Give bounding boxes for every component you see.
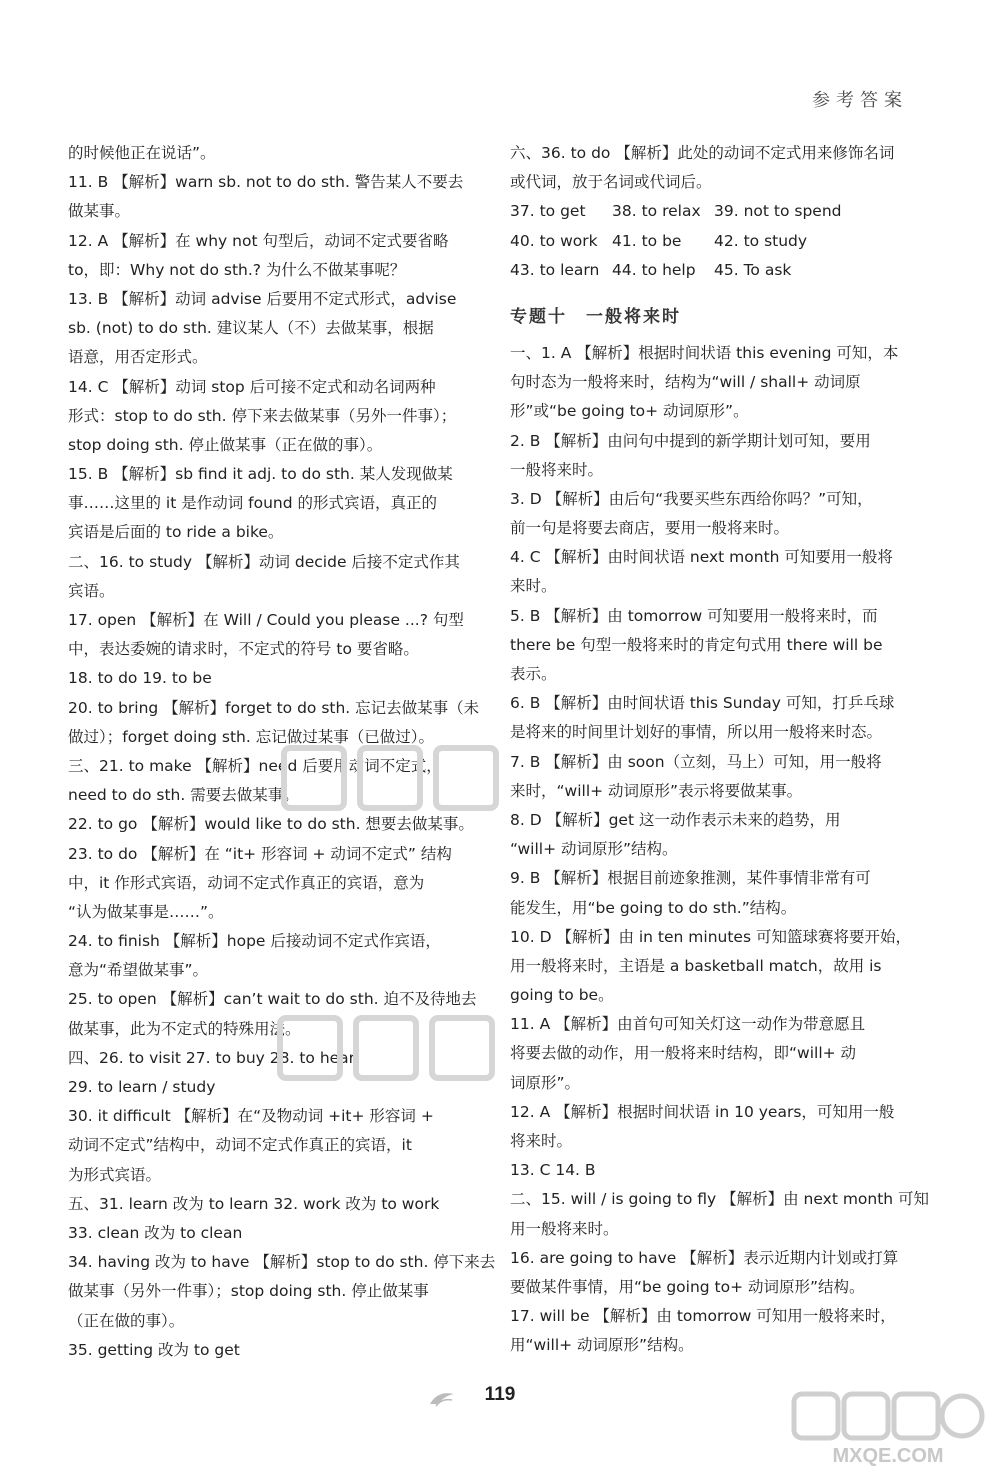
text-line: need to do sth. 需要去做某事。 (68, 786, 299, 805)
text-line: 24. to finish 【解析】hope 后接动词不定式作宾语， (68, 932, 441, 951)
text-line: 中，表达委婉的请求时，不定式的符号 to 要省略。 (68, 640, 419, 659)
text-line: 形”或“be going to+ 动词原形”。 (510, 402, 749, 421)
text-line: 22. to go 【解析】would like to do sth. 想要去做某事。 (68, 815, 474, 834)
text-line: 13. C 14. B (510, 1161, 596, 1180)
text-line: 中，it 作形式宾语，动词不定式作真正的宾语，意为 (68, 873, 425, 892)
text-line: 一、1. A 【解析】根据时间状语 this evening 可知，本 (510, 343, 899, 362)
text-line: 34. having 改为 to have 【解析】stop to do sth. 停下来去 (68, 1253, 496, 1272)
text-line: there be 句型一般将来时的肯定句式用 there will be (510, 635, 883, 654)
answer-grid-row (510, 197, 910, 226)
text-line: 做某事，此为不定式的特殊用法。 (68, 1019, 301, 1038)
text-line: 做某事。 (68, 202, 131, 221)
answer-grid-row (510, 227, 910, 256)
text-line: 来时。 (510, 577, 557, 596)
text-line: 二、15. will / is going to fly 【解析】由 next month 可知 (510, 1190, 930, 1209)
text-line: 16. are going to have 【解析】表示近期内计划或打算 (510, 1248, 899, 1267)
text-line: 3. D 【解析】由后句“我要买些东西给你吗？”可知， (510, 489, 873, 508)
text-line: 二、16. to study 【解析】动词 decide 后接不定式作其 (68, 552, 460, 571)
text-line: 35. getting 改为 to get (68, 1340, 240, 1359)
text-line: 为形式宾语。 (68, 1165, 162, 1184)
text-line: 29. to learn / study (68, 1078, 216, 1096)
text-line: 做某事（另外一件事）；stop doing sth. 停止做某事 (68, 1282, 429, 1301)
watermark-text: MXQE.COM (832, 1445, 944, 1467)
text-line: 词原形”。 (510, 1073, 581, 1092)
text-line: “认为做某事是……”。 (68, 902, 224, 921)
text-line: 形式：stop to do sth. 停下来去做某事（另外一件事）； (68, 406, 457, 425)
text-line: 用一般将来时，主语是 a basketball match，故用 is (510, 956, 882, 975)
text-line: 意为“希望做某事”。 (68, 961, 209, 980)
answer-cell: 37. to get (510, 202, 586, 221)
text-line: 10. D 【解析】由 in ten minutes 可知篮球赛将要开始， (510, 927, 911, 946)
text-line: 句时态为一般将来时，结构为“will / shall+ 动词原 (510, 373, 861, 392)
text-line: 四、26. to visit 27. to buy 28. to hear (68, 1048, 356, 1067)
text-line: 15. B 【解析】sb find it adj. to do sth. 某人发现做某 (68, 465, 453, 484)
text-line: 25. to open 【解析】can’t wait to do sth. 迫不及待地去 (68, 990, 477, 1009)
text-line: stop doing sth. 停止做某事（正在做的事）。 (68, 435, 383, 454)
corner-watermark-logo (788, 1392, 988, 1467)
text-line: 18. to do 19. to be (68, 669, 212, 688)
text-line: 来时，“will+ 动词原形”表示将要做某事。 (510, 781, 803, 800)
text-line: 一般将来时。 (510, 460, 604, 479)
text-line: 20. to bring 【解析】forget to do sth. 忘记去做某事（未 (68, 698, 480, 717)
answer-cell: 43. to learn (510, 260, 600, 279)
text-line: 是将来的时间里计划好的事情，所以用一般将来时态。 (510, 723, 883, 742)
text-line: 7. B 【解析】由 soon（立刻，马上）可知，用一般将 (510, 752, 882, 771)
text-line: 或代词，放于名词或代词后。 (510, 173, 712, 192)
text-line: 宾语。 (68, 581, 115, 600)
page-header: 参考答案 (812, 90, 908, 111)
answer-cell: 38. to relax (612, 202, 701, 221)
text-line: 将要去做的动作，用一般将来时结构，即“will+ 动 (510, 1044, 857, 1063)
answer-cell: 40. to work (510, 231, 598, 250)
text-line: 的时候他正在说话”。 (68, 144, 216, 162)
text-line: 语意，用否定形式。 (68, 348, 208, 367)
answer-grid-row (510, 256, 910, 285)
text-line: 17. will be 【解析】由 tomorrow 可知用一般将来时， (510, 1307, 896, 1326)
text-line: “will+ 动词原形”结构。 (510, 840, 678, 859)
text-line: 17. open 【解析】在 Will / Could you please ...? 句型 (68, 611, 464, 629)
page-number: 119 (484, 1384, 516, 1405)
text-line: 用“will+ 动词原形”结构。 (510, 1336, 694, 1355)
text-line: 动词不定式”结构中，动词不定式作真正的宾语，it (68, 1136, 412, 1155)
text-line: 8. D 【解析】get 这一动作表示未来的趋势，用 (510, 810, 841, 829)
text-line: 三、21. to make 【解析】need 后要用动词不定式， (68, 756, 442, 775)
text-line: 做过）；forget doing sth. 忘记做过某事（已做过）。 (68, 727, 434, 746)
text-line: 前一句是将要去商店，要用一般将来时。 (510, 519, 790, 538)
answer-cell: 39. not to spend (714, 202, 842, 221)
text-line: 30. it difficult 【解析】在“及物动词 +it+ 形容词 + (68, 1107, 434, 1126)
text-line: 能发生，用“be going to do sth.”结构。 (510, 898, 797, 917)
text-line: 11. A 【解析】由首句可知关灯这一动作为带意愿且 (510, 1015, 866, 1034)
text-line: 4. C 【解析】由时间状语 next month 可知要用一般将 (510, 548, 893, 567)
text-line: 六、36. to do 【解析】此处的动词不定式用来修饰名词 (510, 144, 895, 162)
text-line: 五、31. learn 改为 to learn 32. work 改为 to work (68, 1194, 440, 1213)
text-line: 13. B 【解析】动词 advise 后要用不定式形式，advise (68, 289, 457, 308)
text-line: 要做某件事情，用“be going to+ 动词原形”结构。 (510, 1277, 865, 1296)
section-title: 专题十 一般将来时 (510, 306, 681, 327)
text-line: （正在做的事）。 (68, 1311, 185, 1330)
text-line: going to be。 (510, 986, 614, 1005)
answer-cell: 44. to help (612, 260, 696, 279)
text-line: sb. (not) to do sth. 建议某人（不）去做某事，根据 (68, 319, 434, 338)
text-line: to，即：Why not do sth.? 为什么不做某事呢？ (68, 260, 406, 279)
text-line: 将来时。 (510, 1132, 573, 1150)
answer-cell: 45. To ask (714, 260, 792, 279)
text-line: 宾语是后面的 to ride a bike。 (68, 523, 284, 542)
text-line: 23. to do 【解析】在 “it+ 形容词 + 动词不定式” 结构 (68, 844, 452, 863)
answer-cell: 41. to be (612, 231, 682, 250)
text-line: 11. B 【解析】warn sb. not to do sth. 警告某人不要去 (68, 173, 464, 192)
text-line: 2. B 【解析】由问句中提到的新学期计划可知，要用 (510, 431, 871, 450)
stamp-watermark (280, 740, 510, 820)
text-line: 14. C 【解析】动词 stop 后可接不定式和动名词两种 (68, 377, 436, 396)
stamp-watermark (276, 1010, 506, 1090)
text-line: 用一般将来时。 (510, 1219, 619, 1238)
text-line: 12. A 【解析】在 why not 句型后，动词不定式要省略 (68, 231, 449, 250)
text-line: 12. A 【解析】根据时间状语 in 10 years，可知用一般 (510, 1102, 895, 1121)
right-column (510, 139, 930, 1361)
text-line: 5. B 【解析】由 tomorrow 可知要用一般将来时，而 (510, 606, 878, 625)
text-line: 9. B 【解析】根据目前迹象推测，某件事情非常有可 (510, 869, 871, 888)
text-line: 33. clean 改为 to clean (68, 1223, 243, 1242)
text-line: 事……这里的 it 是作动词 found 的形式宾语，真正的 (68, 494, 438, 513)
answer-cell: 42. to study (714, 231, 808, 250)
text-line: 6. B 【解析】由时间状语 this Sunday 可知，打乒乓球 (510, 694, 895, 713)
text-line: 表示。 (510, 665, 557, 683)
